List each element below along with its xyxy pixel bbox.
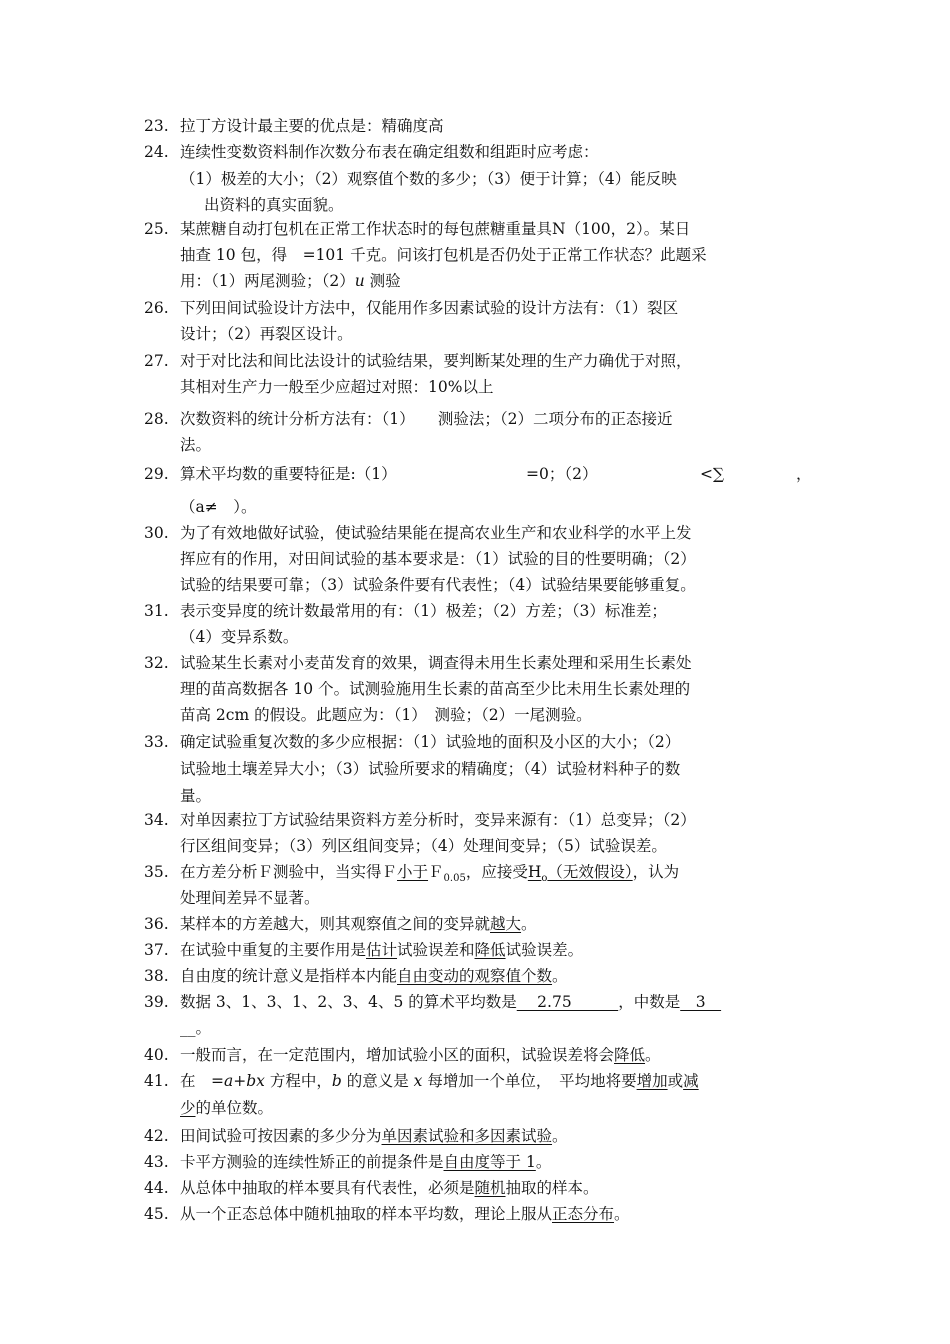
question-text (180, 1202, 630, 1228)
question-number: 42. (144, 1127, 169, 1145)
text-run: ，中数是 (618, 993, 681, 1011)
text-run: 从一个正态总体中随机抽取的样本平均数，理论上服从 (180, 1205, 553, 1223)
symbol-x: x (413, 1072, 423, 1090)
question-text: 抽查 10 包，得 =101 千克。问该打包机是否仍处于正常工作状态？此题采 (180, 246, 707, 264)
question-text: 理的苗高数据各 10 个。试测验施用生长素的苗高至少比未用生长素处理的 (180, 680, 691, 698)
question-text: =0；（2） (526, 465, 598, 483)
question-text (180, 1096, 273, 1122)
question-text: 次数资料的统计分析方法有：（1） 测验法；（2）二项分布的正态接近 (180, 410, 673, 428)
answer-blank: 减 (683, 1072, 699, 1090)
question-number: 28. (144, 410, 169, 428)
text-run: 自由度的统计意义是指样本内能 (180, 967, 398, 985)
text-run: 试验误差。 (505, 941, 584, 959)
answer-blank: 随机 (474, 1179, 506, 1197)
text-run: 在 = (180, 1072, 224, 1090)
text-run: 每增加一个单位， 平均地将要 (422, 1072, 637, 1090)
text-run: ，应接受 (465, 863, 528, 881)
symbol-u: u (354, 272, 365, 290)
symbol-bx: bx (246, 1072, 265, 1090)
subscript: 0.05 (443, 873, 466, 884)
question-text: 处理间差异不显著。 (180, 889, 320, 907)
question-text (180, 938, 583, 964)
text-run: __ (180, 1019, 196, 1037)
question-text: 对于对比法和间比法设计的试验结果，要判断某处理的生产力确优于对照， (180, 352, 692, 370)
text-run: （无效假设） (547, 863, 633, 881)
text-run: 或 (667, 1072, 684, 1090)
question-number: 27. (144, 352, 169, 370)
text-run: ，认为 (632, 863, 680, 881)
text-run: 。 (535, 1153, 552, 1171)
question-text: 其相对生产力一般至少应超过对照：10%以上 (180, 378, 494, 396)
question-number: 44. (144, 1179, 169, 1197)
question-text: 算术平均数的重要特征是:（1） (180, 465, 397, 483)
question-text: （a≠ ）。 (180, 498, 257, 516)
question-text: 拉丁方设计最主要的优点是：精确度高 (180, 117, 444, 135)
question-text: 试验地土壤差异大小；（3）试验所要求的精确度；（4）试验材料种子的数 (180, 760, 681, 778)
question-text: 试验某生长素对小麦苗发育的效果，调查得未用生长素处理和采用生长素处 (180, 654, 692, 672)
question-text: 试验的结果要可靠；（3）试验条件要有代表性；（4）试验结果要能够重复。 (180, 576, 696, 594)
text-run: 在方差分析Ｆ测验中，当实得Ｆ (180, 863, 398, 881)
text-run: 试验误差和 (397, 941, 475, 959)
answer-blank: 降低 (614, 1046, 646, 1064)
question-number: 25. (144, 220, 169, 238)
question-number: 38. (144, 967, 169, 985)
question-text (180, 964, 568, 990)
text-run: Ｆ (428, 863, 444, 881)
question-text (180, 269, 401, 295)
question-number: 26. (144, 299, 169, 317)
question-number: 29. (144, 465, 169, 483)
question-number: 40. (144, 1046, 169, 1064)
question-number: 23. (144, 117, 169, 135)
question-number: 45. (144, 1205, 169, 1223)
question-text: 挥应有的作用，对田间试验的基本要求是：（1）试验的目的性要明确；（2） (180, 550, 696, 568)
text-run: 抽取的样本。 (505, 1179, 599, 1197)
question-text: 连续性变数资料制作次数分布表在确定组数和组距时应考虑： (180, 143, 599, 161)
answer-blank: 自由度等于 1 (443, 1153, 536, 1171)
answer-blank: 少 (180, 1099, 196, 1117)
question-number: 30. (144, 524, 169, 542)
answer-blank: 越大 (490, 915, 522, 933)
question-number: 24. (144, 143, 169, 161)
question-number: 37. (144, 941, 169, 959)
answer-blank: 增加 (636, 1072, 668, 1090)
question-text: 法。 (180, 436, 212, 454)
question-text: 对单因素拉丁方试验结果资料方差分析时，变异来源有：（1）总变异；（2） (180, 811, 696, 829)
question-number: 41. (144, 1072, 169, 1090)
question-text (180, 1176, 599, 1202)
answer-blank (527, 863, 633, 884)
text-run: 。 (645, 1046, 661, 1064)
text-run: 一般而言，在一定范围内，增加试验小区的面积，试验误差将会 (180, 1046, 615, 1064)
question-text: ， (796, 465, 812, 483)
question-number: 36. (144, 915, 169, 933)
answer-blank: 2.75 (516, 993, 619, 1011)
answer-blank: 3 (680, 993, 722, 1011)
question-number: 39. (144, 993, 169, 1011)
question-number: 33. (144, 733, 169, 751)
answer-blank: 单因素试验和多因素试验 (381, 1127, 553, 1145)
question-text: 设计；（2）再裂区设计。 (180, 325, 353, 343)
question-text (180, 1124, 568, 1150)
question-text: 确定试验重复次数的多少应根据：（1）试验地的面积及小区的大小；（2） (180, 733, 681, 751)
question-number: 35. (144, 863, 169, 881)
text-run: 用：（1）两尾测验；（2） (180, 272, 355, 290)
text-run: 。 (195, 1019, 212, 1037)
question-text: 出资料的真实面貌。 (204, 196, 344, 214)
answer-blank: 估计 (366, 941, 398, 959)
question-text: 量。 (180, 787, 212, 805)
question-text (180, 1069, 699, 1095)
question-text: 苗高 2cm 的假设。此题应为：（1） 测验；（2）一尾测验。 (180, 706, 592, 724)
text-run: 。 (552, 1127, 568, 1145)
text-run: 的单位数。 (195, 1099, 274, 1117)
question-text: 表示变异度的统计数最常用的有：（1）极差；（2）方差；（3）标准差； (180, 602, 667, 620)
text-run: 。 (552, 967, 568, 985)
question-number: 43. (144, 1153, 169, 1171)
symbol-b: b (331, 1072, 342, 1090)
text-run: 。 (614, 1205, 630, 1223)
subscript: o (541, 873, 548, 884)
answer-blank: 正态分布 (552, 1205, 615, 1223)
text-run: 在试验中重复的主要作用是 (180, 941, 367, 959)
text-run: + (233, 1072, 247, 1090)
text-run: 数据 3、1、3、1、2、3、4、5 的算术平均数是 (180, 993, 517, 1011)
answer-blank: 自由变动的观察值个数 (397, 967, 553, 985)
question-text (180, 990, 721, 1016)
text-run: 从总体中抽取的样本要具有代表性，必须是 (180, 1179, 475, 1197)
question-text: 下列田间试验设计方法中，仅能用作多因素试验的设计方法有：（1）裂区 (180, 299, 679, 317)
text-run: 。 (521, 915, 537, 933)
question-text: 行区组间变异；（3）列区组间变异；（4）处理间变异；（5）试验误差。 (180, 837, 667, 855)
question-text: 某蔗糖自动打包机在正常工作状态时的每包蔗糖重量具N（100，2）。某日 (180, 220, 691, 238)
answer-blank: 小于 (397, 863, 429, 881)
question-number: 34. (144, 811, 169, 829)
question-text (180, 1016, 211, 1042)
question-number: 31. (144, 602, 169, 620)
question-text (180, 1150, 551, 1176)
question-text (180, 912, 537, 938)
text-run: 卡平方测验的连续性矫正的前提条件是 (180, 1153, 444, 1171)
text-run: 的意义是 (341, 1072, 414, 1090)
text-run: 田间试验可按因素的多少分为 (180, 1127, 382, 1145)
text-run: 方程中， (264, 1072, 332, 1090)
question-text: （1）极差的大小；（2）观察值个数的多少；（3）便于计算；（4）能反映 (180, 170, 677, 188)
symbol-a: a (224, 1072, 234, 1090)
text-run: H (527, 863, 542, 881)
question-text: <∑ (700, 465, 725, 483)
question-text (180, 1043, 661, 1069)
text-run: 测验 (364, 272, 401, 290)
question-text: 为了有效地做好试验，使试验结果能在提高农业生产和农业科学的水平上发 (180, 524, 692, 542)
question-text: （4）变异系数。 (180, 628, 299, 646)
question-number: 32. (144, 654, 169, 672)
answer-blank: 降低 (474, 941, 506, 959)
text-run: 某样本的方差越大，则其观察值之间的变异就 (180, 915, 491, 933)
